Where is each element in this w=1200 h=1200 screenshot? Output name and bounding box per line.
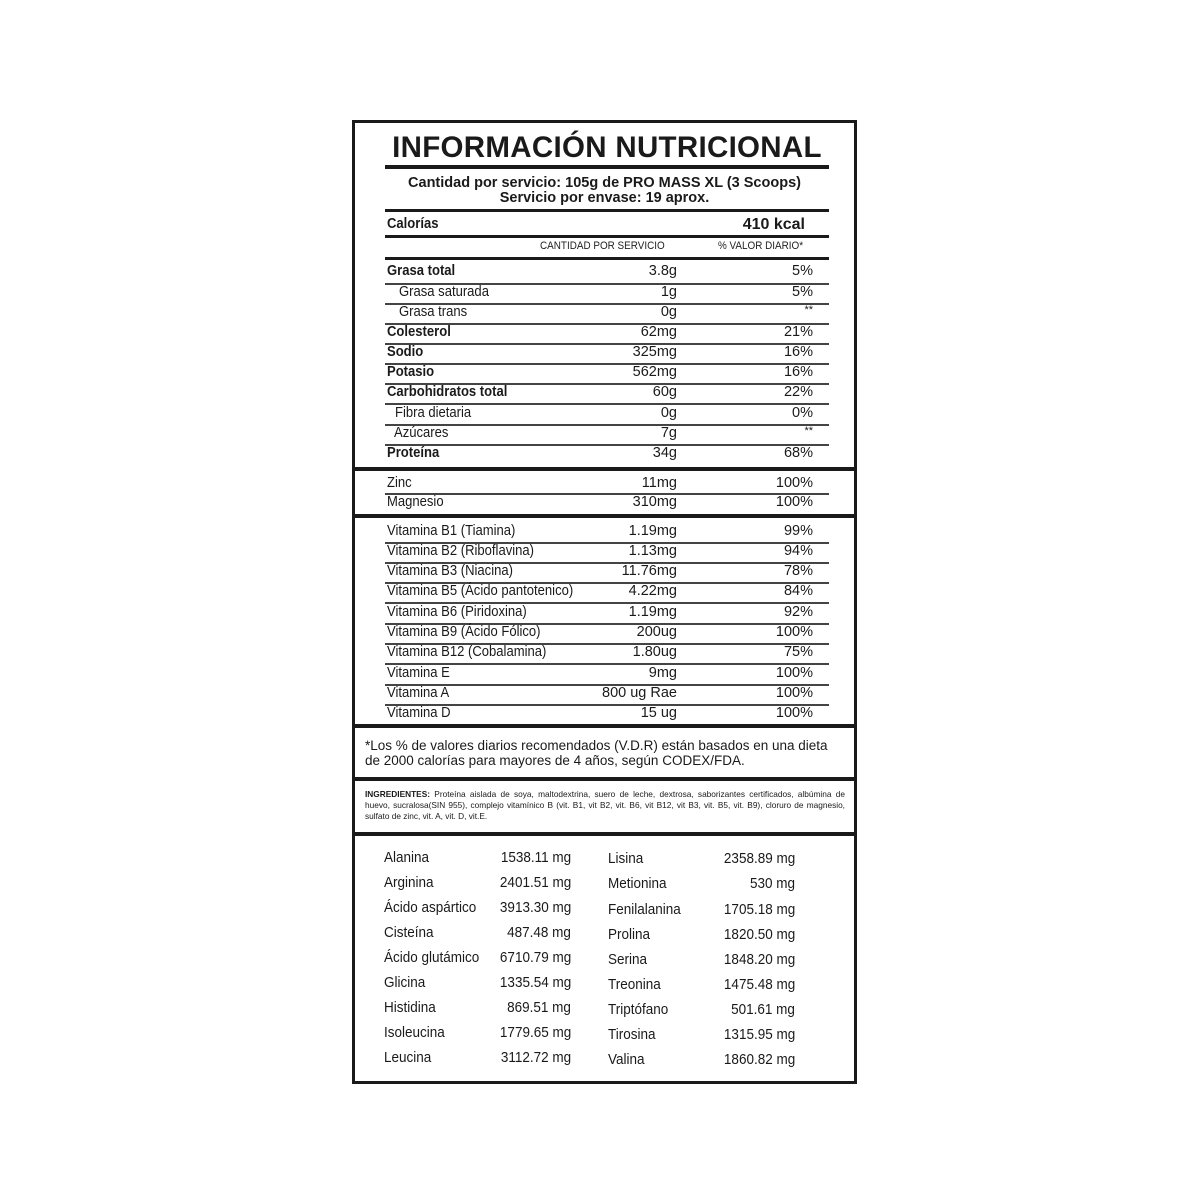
vitamin-row: Vitamina E 9mg 100% [387,665,813,681]
amount-column-header: CANTIDAD POR SERVICIO [540,240,665,252]
calories-rule [385,235,829,238]
vitamin-row: Vitamina B1 (Tiamina) 1.19mg 99% [387,523,813,539]
macro-row: Sodio 325mg 16% [387,344,813,360]
servings-per-container: Servicio por envase: 19 aprox. [499,190,710,206]
calories-row [387,216,813,236]
macro-row: Grasa total 3.8g 5% [387,263,813,279]
section-divider [355,777,854,781]
title-rule [385,165,829,169]
macro-row: Carbohidratos total 60g 22% [387,384,813,400]
macro-row: Colesterol 62mg 21% [387,324,813,340]
vitamin-row: Vitamina B12 (Cobalamina) 1.80ug 75% [387,644,813,660]
section-divider [355,724,854,728]
calories-label: Calorías [387,216,439,232]
vitamin-row: Vitamina D 15 ug 100% [387,705,813,721]
vitamin-row: Vitamina B9 (Ácido Fólico) 200ug 100% [387,624,813,640]
mineral-row: Magnesio 310mg 100% [387,494,813,510]
mineral-row: Zinc 11mg 100% [387,475,813,491]
section-divider [355,832,854,836]
vitamin-row: Vitamina B3 (Niacina) 11.76mg 78% [387,563,813,579]
macro-row: Potasio 562mg 16% [387,364,813,380]
vitamin-row: Vitamina B6 (Piridoxina) 1.19mg 92% [387,604,813,620]
ingredients-text: INGREDIENTES: Proteína aislada de soya, maltodextrina, suero de leche, dextrosa, saborizantes certificados, albúmina de huevo, sucralosa(SIN 955), complejo vitamínico B (vit. B1, vit B2, vit. B6, vit B12, vit B3, vit. B5, vit. B9), cloruro de magnesio, sulfato de zinc, vit. A, vit. D, vit.E. [365,789,845,821]
macro-row: Proteína 34g 68% [387,445,813,461]
amino-acid-name: Alanina [384,849,430,866]
vitamin-row: Vitamina B2 (Riboflavina) 1.13mg 94% [387,543,813,559]
serving-size: Cantidad por servicio: 105g de PRO MASS XL (3 Scoops) [408,175,801,191]
serving-rule [385,209,829,212]
macro-row: Azúcares 7g ** [394,425,813,441]
nutrition-label: INFORMACIÓN NUTRICIONAL Cantidad por servicio: 105g de PRO MASS XL (3 Scoops) Servicio por envase: 19 aprox. Calorías 410 kcal CANTIDAD POR SERVICIO % VALOR DIARIO* Grasa total 3.8g 5% Grasa saturada 1g 5% Grasa trans 0g ** Colesterol 62mg 21% Sodio 325mg 16% Potasio 562mg 16% Carbohidratos total 60g 22% Fibra dietaria 0g 0% Azúcares 7g ** Proteína 34g 68% Zinc 11mg 100% Magnesio 310mg 100% Vitamina B1 (Tiamina) 1.19mg 99% Vitamina B2 (Riboflavina) 1.13mg 94% Vitamina B3 (Niacina) 11.76mg 78% Vitamina B5 (Ácido pantotenico) 4.22mg 84% Vitamina B6 (Piridoxina) 1.19mg 92% Vitamina B9 (Ácido Fólico) 200ug 100% Vitamina B12 (Cobalamina) 1.80ug 75% Vitamina E 9mg 100% Vitamina A 800 ug Rae 100% Vitamina D 15 ug 100% *Los % de valores diarios recomendados (V.D.R) están basados en una dieta de 2000 calorías para mayores de 4 años, según CODEX/FDA. INGREDIENTES: Proteína aislada de soya, maltodextrina, suero de leche, dextrosa, saborizantes certificados, albúmina de huevo, sucralosa(SIN 955), complejo vitamínico B (vit. B1, vit B2, vit. B6, vit B12, vit B3, vit. B5, vit. B9), cloruro de magnesio, sulfato de zinc, vit. A, vit. D, vit.E. Alanina 1538.11 mg Arginina 2401.51 mg Ácido aspártico 3913.30 mg Cisteína 487.48 mg Ácido glutámico 6710.79 mg Glicina 1335.54 mg Histidina 869.51 mg Isoleucina 1779.65 mg Leucina 3112.72 mg Lisina 2358.89 mg Metionina 530 mg Fenilalanina 1705.18 mg Prolina 1820.50 mg Serina 1848.20 mg Treonina 1475.48 mg Triptófano 501.61 mg Tirosina 1315.95 mg Valina 1860.82 mg [352,120,857,1084]
header-rule [385,257,829,260]
label-title: INFORMACIÓN NUTRICIONAL [392,131,822,164]
daily-value-footnote: *Los % de valores diarios recomendados (V.D.R) están basados en una dieta de 2000 calorías para mayores de 4 años, según CODEX/FDA. [365,738,828,768]
amino-acid-amount: 1538.11 mg [500,849,571,866]
section-divider [355,467,854,471]
calories-value: 410 kcal [742,216,805,233]
ingredients-label: INGREDIENTES: [365,789,430,799]
daily-value-column-header: % VALOR DIARIO* [718,240,804,252]
macro-row: Fibra dietaria 0g 0% [395,405,813,421]
macro-row: Grasa trans 0g ** [399,304,813,320]
vitamin-row: Vitamina A 800 ug Rae 100% [387,685,813,701]
macro-row: Grasa saturada 1g 5% [399,284,813,300]
section-divider [355,514,854,518]
vitamin-row: Vitamina B5 (Ácido pantotenico) 4.22mg 84% [387,583,813,599]
